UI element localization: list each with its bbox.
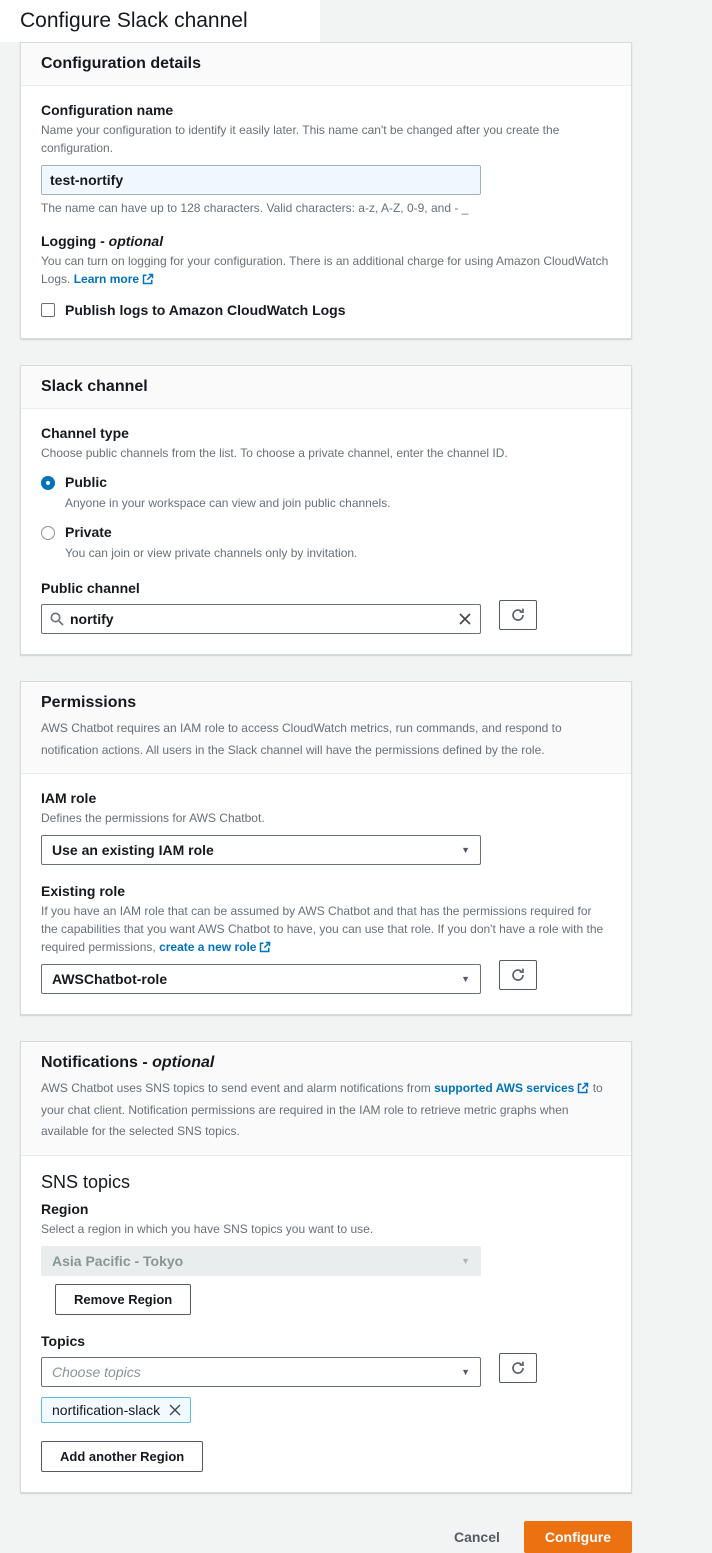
permissions-title: Permissions bbox=[41, 694, 137, 711]
topics-select[interactable] bbox=[41, 1357, 481, 1387]
refresh-channels-button[interactable] bbox=[499, 600, 537, 630]
refresh-topics-button[interactable] bbox=[499, 1353, 537, 1383]
logging-label bbox=[41, 233, 611, 249]
channel-type-desc: Choose public channels from the list. To choose a private channel, enter the channel ID. bbox=[41, 446, 508, 460]
region-select-value: Asia Pacific - Tokyo bbox=[52, 1252, 184, 1269]
radio-public[interactable] bbox=[41, 476, 55, 490]
radio-private[interactable] bbox=[41, 526, 55, 540]
topics-label: Topics bbox=[41, 1332, 86, 1349]
topic-token bbox=[41, 1397, 191, 1423]
logging-field bbox=[41, 233, 611, 318]
region-field bbox=[41, 1201, 611, 1315]
notifications-header bbox=[21, 1042, 631, 1156]
configuration-name-input[interactable] bbox=[41, 165, 481, 195]
iam-role-select-value: Use an existing IAM role bbox=[52, 842, 214, 859]
iam-role-field bbox=[41, 790, 611, 865]
logging-desc-text: You can turn on logging for your configuration. There is an additional charge for using Amazon CloudWatch Logs. bbox=[41, 254, 609, 286]
existing-role-label: Existing role bbox=[41, 883, 126, 900]
refresh-roles-button[interactable] bbox=[499, 960, 537, 990]
topics-field bbox=[41, 1333, 611, 1423]
iam-role-select[interactable] bbox=[41, 835, 481, 865]
radio-public-desc: Anyone in your workspace can view and join public channels. bbox=[65, 496, 391, 510]
notifications-desc bbox=[41, 1078, 611, 1143]
radio-public-row[interactable] bbox=[41, 474, 611, 512]
clear-search-icon[interactable] bbox=[458, 612, 472, 626]
configuration-details-body bbox=[21, 86, 631, 338]
external-link-icon bbox=[259, 941, 271, 953]
refresh-icon bbox=[510, 967, 526, 983]
refresh-icon bbox=[510, 1360, 526, 1376]
public-channel-label: Public channel bbox=[41, 580, 140, 596]
page-header bbox=[0, 0, 320, 42]
configuration-details-header bbox=[21, 43, 631, 86]
region-select bbox=[41, 1246, 481, 1276]
existing-role-select-value: AWSChatbot-role bbox=[52, 971, 168, 988]
create-new-role-link[interactable]: create a new role bbox=[159, 940, 257, 955]
slack-channel-body bbox=[21, 409, 631, 654]
external-link-icon bbox=[577, 1082, 589, 1094]
permissions-body bbox=[21, 774, 631, 1014]
region-label: Region bbox=[41, 1200, 89, 1217]
radio-public-label: Public bbox=[65, 474, 108, 490]
notifications-desc-before: AWS Chatbot uses SNS topics to send event and alarm notifications from bbox=[41, 1081, 435, 1096]
existing-role-select[interactable] bbox=[41, 964, 481, 994]
add-another-region-button[interactable]: Add another Region bbox=[41, 1441, 203, 1472]
region-desc: Select a region in which you have SNS topics you want to use. bbox=[41, 1221, 374, 1236]
slack-channel-title: Slack channel bbox=[41, 378, 148, 395]
slack-channel-card bbox=[20, 365, 632, 655]
learn-more-link[interactable]: Learn more bbox=[73, 272, 140, 286]
radio-public-text bbox=[65, 474, 391, 512]
radio-private-desc: You can join or view private channels only by invitation. bbox=[65, 546, 358, 560]
notifications-body bbox=[21, 1156, 631, 1492]
channel-type-field bbox=[41, 425, 611, 562]
permissions-header bbox=[21, 682, 631, 774]
logging-desc bbox=[41, 252, 611, 288]
radio-private-text bbox=[65, 524, 357, 562]
form-actions bbox=[20, 1519, 632, 1553]
sns-topics-title: SNS topics bbox=[41, 1171, 131, 1192]
configuration-details-title: Configuration details bbox=[41, 55, 201, 72]
permissions-desc: AWS Chatbot requires an IAM role to access CloudWatch metrics, run commands, and respond to notification actions. All users in the Slack channel will have the permissions defined by the role. bbox=[41, 721, 562, 757]
iam-role-label: IAM role bbox=[41, 790, 97, 807]
configuration-name-label: Configuration name bbox=[41, 102, 174, 118]
publish-logs-label: Publish logs to Amazon CloudWatch Logs bbox=[65, 302, 346, 318]
publish-logs-row bbox=[41, 302, 611, 318]
notifications-card bbox=[20, 1041, 632, 1493]
iam-role-desc: Defines the permissions for AWS Chatbot. bbox=[41, 811, 265, 826]
configure-button[interactable]: Configure bbox=[524, 1521, 632, 1553]
supported-services-link[interactable]: supported AWS services bbox=[434, 1081, 575, 1096]
chevron-down-icon: ▼ bbox=[461, 974, 470, 985]
notifications-title-text: Notifications - bbox=[41, 1054, 153, 1072]
slack-channel-header bbox=[21, 366, 631, 409]
permissions-card bbox=[20, 681, 632, 1015]
chevron-down-icon: ▼ bbox=[461, 845, 470, 856]
channel-search-input[interactable] bbox=[70, 611, 458, 627]
page-title: Configure Slack channel bbox=[20, 9, 248, 32]
topic-token-label: nortification-slack bbox=[52, 1401, 161, 1418]
refresh-icon bbox=[510, 607, 526, 623]
radio-private-label: Private bbox=[65, 524, 112, 540]
logging-optional-text: optional bbox=[108, 233, 164, 249]
chevron-down-icon: ▼ bbox=[461, 1255, 470, 1266]
public-channel-field bbox=[41, 580, 611, 634]
configuration-name-constraint: The name can have up to 128 characters. Valid characters: a-z, A-Z, 0-9, and - _ bbox=[41, 201, 469, 215]
logging-label-text: Logging - bbox=[41, 233, 109, 249]
topics-select-placeholder: Choose topics bbox=[52, 1363, 141, 1380]
existing-role-desc bbox=[41, 902, 611, 956]
add-region-row bbox=[41, 1441, 611, 1472]
remove-topic-icon[interactable] bbox=[168, 1403, 182, 1417]
notifications-title bbox=[41, 1054, 611, 1072]
channel-type-label: Channel type bbox=[41, 425, 129, 441]
radio-private-row[interactable] bbox=[41, 524, 611, 562]
external-link-icon bbox=[142, 273, 154, 285]
configuration-name-field bbox=[41, 102, 611, 215]
selected-topics bbox=[41, 1387, 611, 1423]
configuration-name-desc: Name your configuration to identify it easily later. This name can't be changed after you create the configuration. bbox=[41, 123, 560, 155]
existing-role-field bbox=[41, 883, 611, 994]
publish-logs-checkbox[interactable] bbox=[41, 303, 55, 317]
cancel-button[interactable]: Cancel bbox=[453, 1528, 500, 1545]
chevron-down-icon: ▼ bbox=[461, 1366, 470, 1377]
notifications-desc-after: to your chat client. Notification permissions are required in the IAM role to retrieve metric graphs when available for the selected SNS topics. bbox=[41, 1081, 603, 1139]
existing-role-desc-text: If you have an IAM role that can be assumed by AWS Chatbot and that has the permissions required for the capabilities that you want AWS Chatbot to have, you can use that role. If you don't have a role with the required permissions, bbox=[41, 904, 604, 955]
channel-search-box bbox=[41, 604, 481, 634]
notifications-optional-text: optional bbox=[152, 1054, 215, 1072]
configuration-details-card bbox=[20, 42, 632, 339]
remove-region-button[interactable]: Remove Region bbox=[55, 1284, 191, 1315]
search-icon bbox=[50, 612, 64, 626]
